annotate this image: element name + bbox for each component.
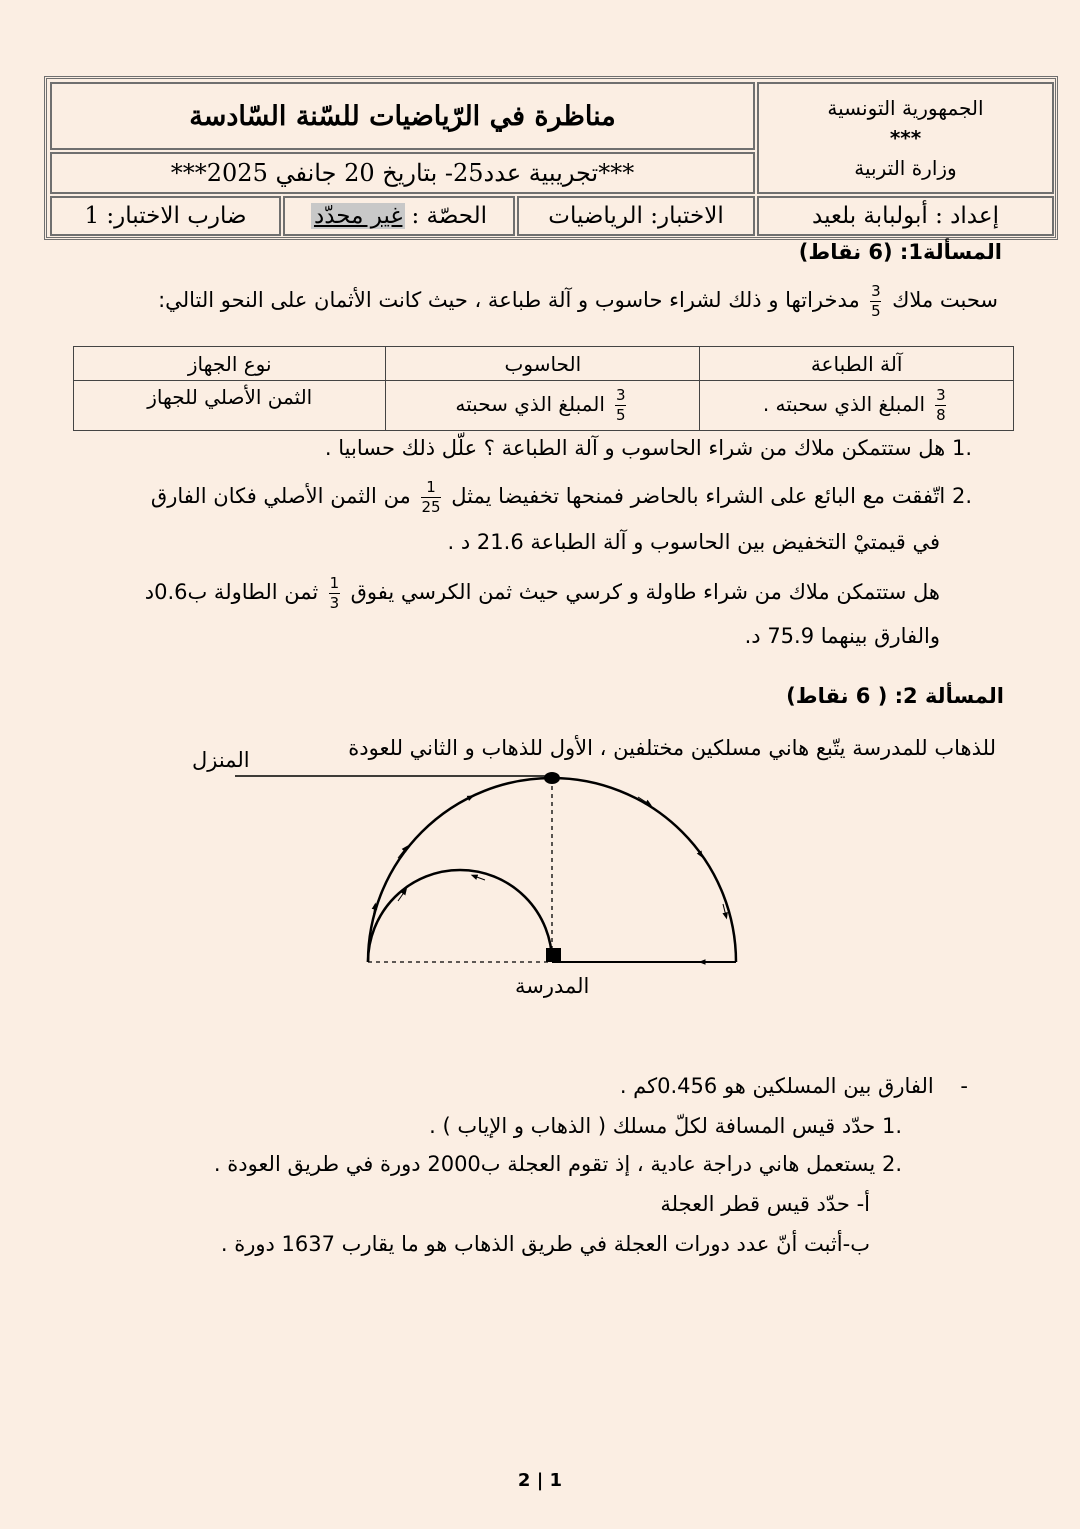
question-text: هل ستتمكن ملاك من شراء الحاسوب و آلة الطباعة ؟ علّل ذلك حسابيا . (324, 436, 946, 460)
session-cell (283, 196, 515, 236)
intro-text-after: مدخراتها و ذلك لشراء حاسوب و آلة طباعة ، حيث كانت الأثمان على النحو التالي: (158, 288, 860, 312)
arrow-icon (474, 876, 485, 880)
p1-question-2 (151, 470, 972, 522)
republic-label: الجمهورية التونسية (827, 96, 984, 120)
inner-route-arc (368, 870, 552, 962)
author-label: إعداد : أبولبابة بلعيد (812, 203, 999, 229)
computer-price-cell (386, 381, 700, 431)
school-label: المدرسة (515, 974, 590, 998)
question-number: .1 (951, 436, 972, 460)
subject-label: الاختبار: الرياضيات (548, 203, 724, 229)
ministry-label: وزارة التربية (854, 156, 957, 180)
p1-question-2-line2: في قيمتيْ التخفيض بين الحاسوب و آلة الطباعة 21.6 د . (447, 530, 940, 554)
frac-num: 1 (329, 573, 340, 592)
session-label: الحصّة : (411, 203, 488, 229)
page-title: مناظرة في الرّياضيات للسّنة السّادسة (189, 100, 616, 132)
problem1-intro (158, 274, 998, 326)
page-number: 2 | 1 (517, 1470, 563, 1491)
table-header-row (74, 347, 1014, 381)
fraction-one-twentyfifth (421, 478, 440, 517)
p2-question-2b: ب-أثبت أنّ عدد دورات العجلة في طريق الذهاب هو ما يقارب 1637 دورة . (220, 1232, 870, 1256)
session-value: غير محدّد (311, 203, 405, 229)
prices-table (73, 346, 1014, 431)
question-number: .2 (881, 1152, 902, 1176)
p2-question-2 (214, 1152, 902, 1176)
frac-den: 5 (615, 406, 626, 424)
stars-decoration: *** (889, 126, 922, 150)
author-cell (757, 196, 1054, 236)
home-point (544, 772, 560, 784)
frac-num: 3 (936, 386, 946, 404)
frac-den: 3 (329, 593, 340, 612)
table-header-cell: نوع الجهاز (74, 347, 386, 381)
question-text: اتّفقت مع البائع على الشراء بالحاضر فمنحها تخفيضا يمثل (451, 484, 946, 508)
p1-question-3-line2: والفارق بينهما 75.9 د. (744, 624, 940, 648)
exam-subtitle: ***تجريبية عدد25- بتاريخ 20 جانفي 2025*** (170, 159, 635, 187)
bullet-dash: - (960, 1074, 968, 1098)
problem2-intro: للذهاب للمدرسة يتّبع هاني مسلكين مختلفين ، الأول للذهاب و الثاني للعودة (348, 736, 996, 760)
subtitle-cell (50, 152, 755, 194)
school-point (546, 948, 561, 962)
question-text: يستعمل هاني دراجة عادية ، إذ تقوم العجلة ب2000 دورة في طريق العودة . (213, 1152, 876, 1176)
problem2-heading: المسألة 2: ( 6 نقاط) (786, 684, 1004, 708)
coefficient-cell (50, 196, 281, 236)
p1-question-3 (145, 566, 940, 618)
question-text: من الثمن الأصلي فكان الفارق (150, 484, 411, 508)
title-cell (50, 82, 755, 150)
fraction-three-eighths (935, 386, 946, 425)
p2-question-1 (429, 1114, 902, 1138)
computer-price-text: المبلغ الذي سحبته (455, 392, 605, 416)
subject-cell (517, 196, 755, 236)
frac-num: 1 (426, 477, 436, 496)
question-text: حدّد قيس المسافة لكلّ مسلك ( الذهاب و الإياب ) . (429, 1114, 876, 1138)
problem1-heading: المسألة1: (6 نقاط) (798, 240, 1002, 264)
table-header-cell: آلة الطباعة (700, 347, 1014, 381)
fraction-three-fifths (615, 386, 626, 425)
home-label: المنزل (192, 748, 250, 772)
table-row (74, 381, 1014, 431)
fraction-one-third (329, 574, 340, 613)
p2-given (620, 1074, 968, 1098)
arrow-icon (723, 904, 726, 916)
coefficient-label: ضارب الاختبار: 1 (84, 203, 247, 229)
frac-den: 25 (421, 497, 441, 516)
printer-price-text: المبلغ الذي سحبته . (762, 392, 926, 416)
ministry-cell (757, 82, 1054, 194)
given-text: الفارق بين المسلكين هو 0.456كم . (619, 1074, 934, 1098)
fraction-three-fifths (870, 282, 881, 321)
frac-num: 3 (615, 386, 626, 404)
frac-den: 8 (936, 406, 946, 424)
p1-question-1 (325, 436, 972, 460)
arrow-icon (694, 844, 701, 855)
question-number: .1 (881, 1114, 902, 1138)
p2-question-2a: أ- حدّد قيس قطر العجلة (660, 1192, 870, 1216)
frac-num: 3 (871, 281, 881, 300)
intro-text-before: سحبت ملاك (892, 288, 998, 312)
question-number: .2 (951, 484, 972, 508)
question-text: ثمن الطاولة ب0.6د (144, 580, 319, 604)
routes-diagram (180, 740, 760, 1010)
printer-price-cell (700, 381, 1014, 431)
header-box (44, 76, 1058, 240)
row-label-cell: الثمن الأصلي للجهاز (74, 381, 386, 431)
table-header-cell: الحاسوب (386, 347, 700, 381)
frac-den: 5 (871, 301, 881, 320)
arrow-icon (460, 797, 471, 802)
question-text: هل ستتمكن ملاك من شراء طاولة و كرسي حيث ثمن الكرسي يفوق (350, 580, 940, 604)
